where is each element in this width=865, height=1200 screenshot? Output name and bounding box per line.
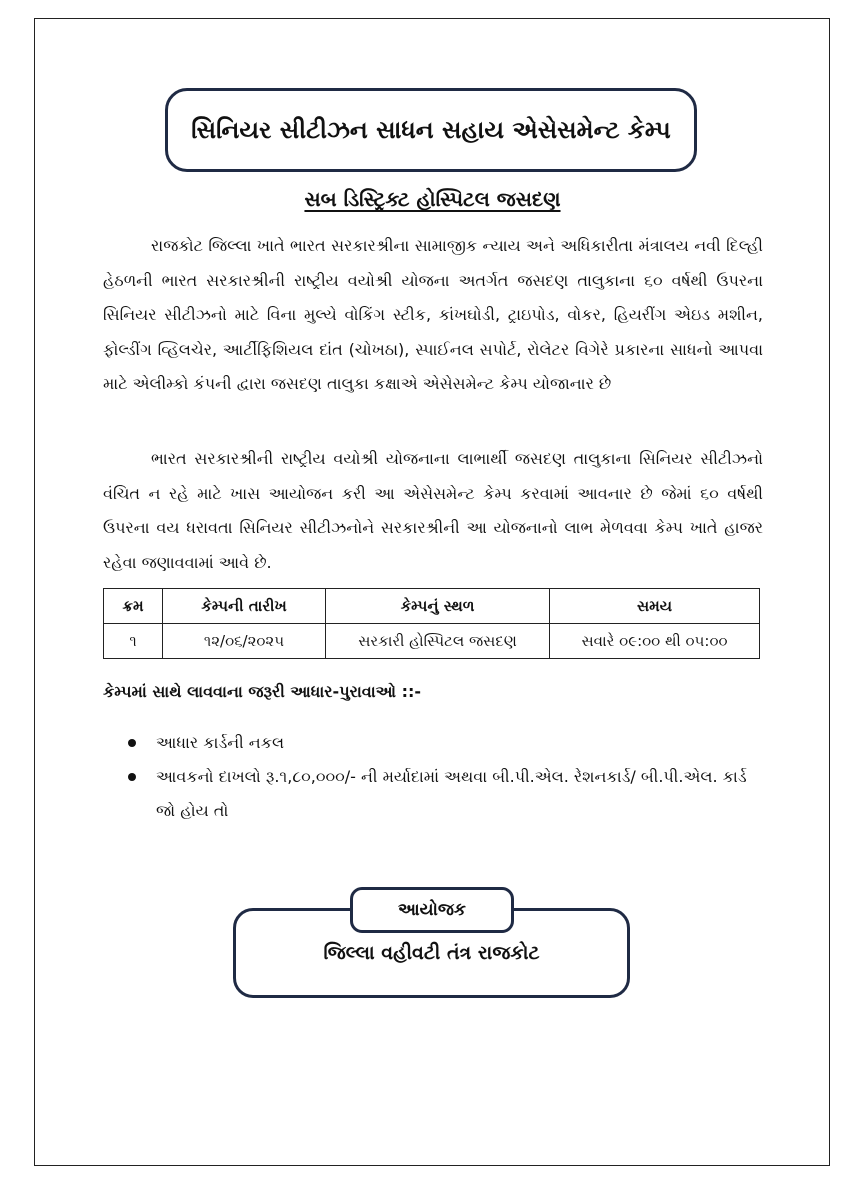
header-date: કેમ્પની તારીખ [163, 589, 326, 624]
list-item [128, 760, 768, 828]
organizer-label: આયોજક [350, 887, 514, 933]
bullet-icon [128, 739, 136, 747]
intro-paragraph: રાજકોટ જિલ્લા ખાતે ભારત સરકારશ્રીના સામાજીક ન્યાય અને અધિકારીતા મંત્રાલય નવી દિલ્હી હેઠળની ભારત સરકારશ્રીની રાષ્ટ્રીય વયોશ્રી યોજના અતર્ગત જસદણ તાલુકાના ૬૦ વર્ષથી ઉપરના સિનિયર સીટીઝનો માટે વિના મુલ્યે વોકિંગ સ્ટીક, કાંખઘોડી, ટ્રાઇપોડ, વોકર, હિયરીંગ એઇડ મશીન, ફોલ્ડીંગ વ્હિલચેર, આર્ટીફિશિયલ દાંત (ચોખઠા), સ્પાઈનલ સપોર્ટ, રોલેટર વિગેરે પ્રકારના સાધનો આપવા માટે એલીમ્કો કંપની દ્વારા જસદણ તાલુકા કક્ષાએ એસેસમેન્ટ કેમ્પ યોજાનાર છે [103, 236, 763, 393]
table-header-row [104, 589, 760, 624]
required-documents-list [128, 726, 768, 828]
cell-date: ૧૨/૦૬/૨૦૨૫ [163, 624, 326, 659]
required-documents-heading: કેમ્પમાં સાથે લાવવાના જરૂરી આધાર-પુરાવાઓ ::- [103, 682, 422, 701]
hospital-subtitle-text: સબ ડિસ્ટ્રિક્ટ હોસ્પિટલ જસદણ [304, 187, 561, 211]
table-row [104, 624, 760, 659]
list-item [128, 726, 768, 760]
header-serial: ક્રમ [104, 589, 163, 624]
header-time: સમય [550, 589, 760, 624]
document-item-text: આધાર કાર્ડની નકલ [156, 733, 285, 752]
details-paragraph: ભારત સરકારશ્રીની રાષ્ટ્રીય વયોશ્રી યોજનાના લાભાર્થી જસદણ તાલુકાના સિનિયર સીટીઝનો વંચિત ન રહે માટે ખાસ આયોજન કરી આ એસેસમેન્ટ કેમ્પ કરવામાં આવનાર છે જેમાં ૬૦ વર્ષથી ઉપરના વય ધરાવતા સિનિયર સીટીઝનોને સરકારશ્રીની આ યોજનાનો લાભ મેળવવા કેમ્પ ખાતે હાજર રહેવા જણાવવામાં આવે છે. [103, 449, 763, 572]
bullet-icon [128, 773, 136, 781]
cell-venue: સરકારી હોસ્પિટલ જસદણ [326, 624, 550, 659]
hospital-subtitle [0, 187, 865, 211]
cell-time: સવારે ૦૯:૦૦ થી ૦૫:૦૦ [550, 624, 760, 659]
header-venue: કેમ્પનું સ્થળ [326, 589, 550, 624]
organizer-name: જિલ્લા વહીવટી તંત્ર રાજકોટ [323, 942, 540, 964]
cell-serial: ૧ [104, 624, 163, 659]
document-item-text: આવકનો દાખલો રૂ.૧,૮૦,૦૦૦/- ની મર્યાદામાં અથવા બી.પી.એલ. રેશનકાર્ડ/ બી.પી.એલ. કાર્ડ જો હોય તો [156, 767, 747, 820]
page-title: સિનિયર સીટીઝન સાધન સહાય એસેસમેન્ટ કેમ્પ [165, 88, 697, 172]
camp-schedule-table [103, 588, 760, 659]
